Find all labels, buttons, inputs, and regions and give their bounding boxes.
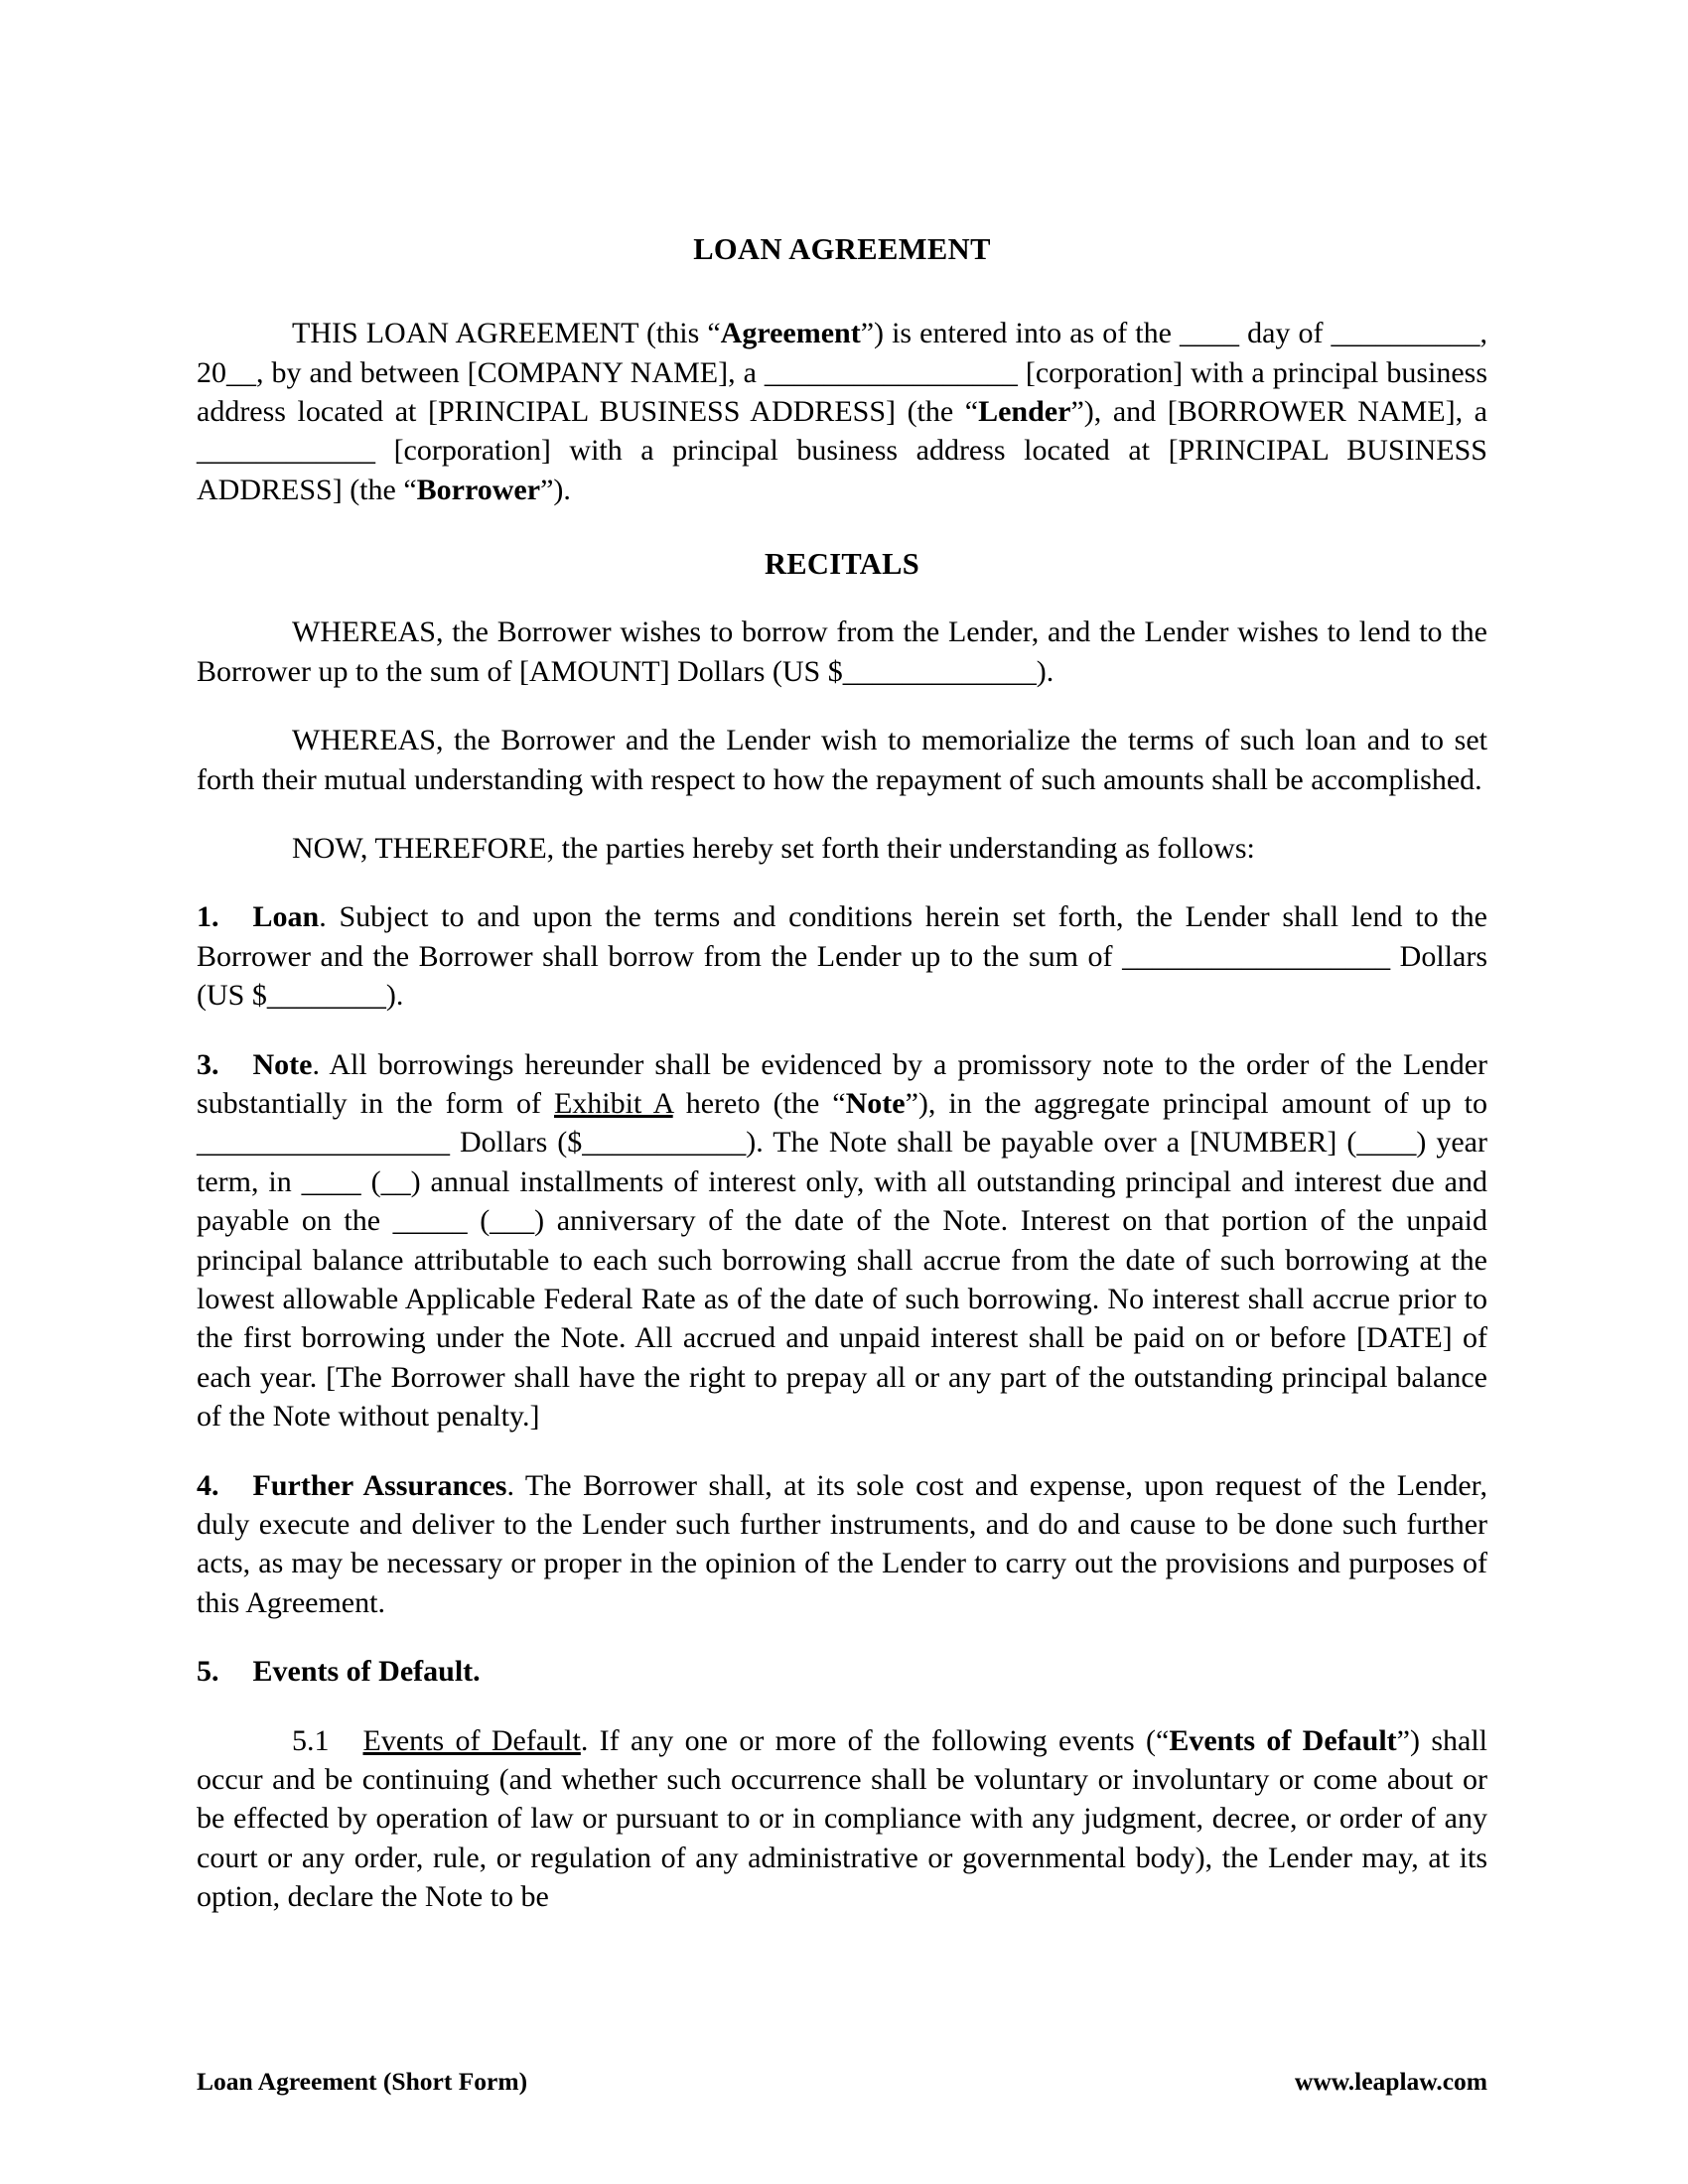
whereas-paragraph-1: WHEREAS, the Borrower wishes to borrow from the Lender, and the Lender wishes to lend to the Borrower up to the sum of [AMOUNT] Dollars (US $_____________). [197, 615, 1487, 688]
lender-defined-term: Lender [978, 394, 1071, 428]
section-4-further-assurances [197, 1466, 1487, 1623]
intro-text-1: THIS LOAN AGREEMENT (this “ [292, 317, 721, 350]
intro-paragraph [197, 314, 1487, 509]
whereas-paragraph-2: WHEREAS, the Borrower and the Lender wish to memorialize the terms of such loan and to set forth their mutual understanding with respect to how the repayment of such amounts shall be accomplished. [197, 724, 1487, 796]
footer-document-name: Loan Agreement (Short Form) [197, 2067, 528, 2096]
section-5-heading: Events of Default [252, 1655, 474, 1689]
agreement-defined-term: Agreement [720, 317, 861, 350]
section-5-body: . [473, 1655, 481, 1689]
now-therefore-paragraph: NOW, THEREFORE, the parties hereby set forth their understanding as follows: [292, 831, 1255, 865]
page-footer [197, 2067, 1487, 2097]
intro-text-2: ”) is entered into as of the ____ day of __________, 20__, by and between [COMPANY NAME], a _________________ [corporation] with a principal business address located at [PRINCIPAL BUSINESS ADDRESS] (the “ [197, 317, 1487, 428]
section-3-number: 3. [197, 1047, 219, 1081]
section-3-body-part-3: ”), in the aggregate principal amount of up to _________________ Dollars ($___________). The Note shall be payable over a [NUMBER] (____) year term, in ____ (__) annual installments of interest only, with all outstanding principal and interest due and payable on the _____ (___) anniversary of the date of the Note. Interest on that portion of the unpaid principal balance attributable to each such borrowing shall accrue from the date of such borrowing at the lowest allowable Applicable Federal Rate as of the date of such borrowing. No interest shall accrue prior to the first borrowing under the Note. All accrued and unpaid interest shall be paid on or before [DATE] of each year. [The Borrower shall have the right to prepay all or any part of the outstanding principal balance of the Note without penalty.] [197, 1086, 1487, 1433]
borrower-defined-term: Borrower [416, 473, 541, 506]
subsection-5-1-body-part-1: . If any one or more of the following events (“ [580, 1723, 1170, 1757]
intro-text-3: ”), and [BORROWER NAME], a ____________ [corporation] with a principal business address located at [PRINCIPAL BUSINESS ADDRESS] (the “ [197, 394, 1487, 506]
intro-text-4: ”). [540, 473, 571, 506]
subsection-5-1-heading: Events of Default [362, 1723, 581, 1757]
exhibit-a-reference: Exhibit A [553, 1086, 673, 1120]
subsection-5-1 [197, 1721, 1487, 1917]
section-3-heading: Note [252, 1047, 313, 1081]
section-3-note [197, 1045, 1487, 1436]
section-1-body: . Subject to and upon the terms and conditions herein set forth, the Lender shall lend to the Borrower and the Borrower shall borrow from the Lender up to the sum of __________________ Dollars (US $________). [197, 900, 1487, 1013]
recitals-heading: RECITALS [764, 547, 920, 582]
section-5-number: 5. [197, 1655, 219, 1689]
section-4-heading: Further Assurances [252, 1468, 507, 1502]
footer-website-url: www.leaplaw.com [1294, 2067, 1487, 2096]
section-1-heading: Loan [252, 900, 320, 934]
section-4-number: 4. [197, 1468, 219, 1502]
note-defined-term: Note [845, 1086, 906, 1120]
document-content [197, 230, 1487, 1947]
subsection-5-1-number: 5.1 [292, 1723, 330, 1757]
section-1-loan [197, 897, 1487, 1015]
section-4-body: . The Borrower shall, at its sole cost and expense, upon request of the Lender, duly execute and deliver to the Lender such further instruments, and do and cause to be done such further acts, as may be necessary or proper in the opinion of the Lender to carry out the provisions and purposes of this Agreement. [197, 1468, 1487, 1619]
events-of-default-defined-term: Events of Default [1169, 1723, 1397, 1757]
section-5-events-of-default [197, 1652, 1487, 1691]
section-3-body-part-2: hereto (the “ [672, 1086, 846, 1120]
page-title: LOAN AGREEMENT [693, 232, 991, 266]
section-3-body-part-1: . All borrowings hereunder shall be evidenced by a promissory note to the order of the Lender substantially in the form of [197, 1047, 1487, 1120]
section-1-number: 1. [197, 900, 219, 934]
subsection-5-1-body-part-2: ”) shall occur and be continuing (and whether such occurrence shall be voluntary or involuntary or come about or be effected by operation of law or pursuant to or in compliance with any judgment, decree, or order of any court or any order, rule, or regulation of any administrative or governmental body), the Lender may, at its option, declare the Note to be [197, 1723, 1487, 1914]
